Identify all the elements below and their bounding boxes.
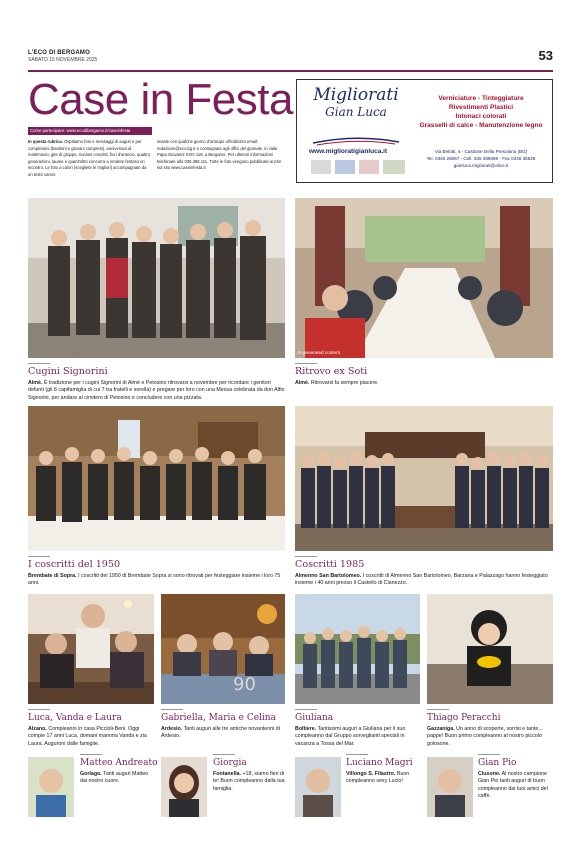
ad-email[interactable]: gianluca.migliorati@alice.it xyxy=(453,163,509,168)
caption-text xyxy=(478,771,553,800)
caption-title: Coscritti 1985 xyxy=(295,559,365,570)
caption-place: Almenno San Bartolomeo. xyxy=(295,573,362,579)
ad-contacts xyxy=(413,148,549,169)
ad-website[interactable]: www.miglioratigianluca.it xyxy=(309,148,388,155)
ad-address: Via Belotti, 4 - Castione Della Presolana (BG) xyxy=(434,149,528,154)
photo-cugini-signorini xyxy=(28,198,285,358)
caption-place: Fontanella. xyxy=(213,771,241,777)
caption-place: Boltiere. xyxy=(295,726,317,732)
swoosh-icon xyxy=(311,136,401,146)
caption-title: Giuliana xyxy=(295,713,334,723)
caption-title: Gabriella, Maria e Celina xyxy=(161,713,276,723)
page-number: 53 xyxy=(538,48,553,63)
caption-title: Ritrovo ex Soti xyxy=(295,366,368,377)
ad-brand-line1: Migliorati xyxy=(313,85,399,105)
caption-rule xyxy=(478,754,500,755)
photo-giuliana xyxy=(295,594,420,704)
caption-body: È tradizione per i cugini Signorini di Almè e Petosino ritrovarsi a novembre per ricordare i genitori defunti (gli 8 capifamiglia di cui 7 tra fratelli e sorella) e pregare per loro con una Messa celebrata da don Alfio Signorini, per andare al cimitero di Petosino e concludere con una pizzata. xyxy=(28,380,285,401)
caption-place: Gazzaniga. xyxy=(427,726,455,732)
caption-text xyxy=(295,573,553,588)
caption-title: I coscritti del 1950 xyxy=(28,559,121,570)
caption-rule xyxy=(28,363,50,364)
ad-service-item: Rivestimenti Plastici xyxy=(448,104,514,111)
ad-service-item: Intonaci colorati xyxy=(455,113,507,120)
issue-date: SABATO 15 NOVEMBRE 2025 xyxy=(28,57,98,63)
caption-place: Ardesio. xyxy=(161,726,183,732)
caption-body: Tanti auguri alle tre amiche novantenni di Ardesio. xyxy=(161,726,280,740)
photo-luciano-magri xyxy=(295,757,341,817)
photo-luca-vanda-laura xyxy=(28,594,154,704)
caption-title: Cugini Signorini xyxy=(28,366,108,377)
caption-title: Gian Pio xyxy=(478,758,517,768)
caption-body: Compleanni in casa Piccioli-Beni. Oggi compie 17 anni Luca, domani mamma Vanda e zia Laura. Auguroni dalle famiglie. xyxy=(28,726,147,747)
caption-text xyxy=(295,380,553,387)
newspaper-name: L'ECO DI BERGAMO xyxy=(28,50,90,56)
caption-body: +18, siamo fieri di te! Buon compleanno dalla tua famiglia. xyxy=(213,771,285,792)
caption-rule xyxy=(28,709,50,710)
ad-brand-line2: Gian Luca xyxy=(325,105,387,119)
ai-generated-label: AI-generated content xyxy=(297,350,340,355)
photo-ritrovo-ex-soti xyxy=(295,198,553,358)
caption-text xyxy=(28,573,285,588)
photo-coscritti-1950 xyxy=(28,406,285,551)
photo-gabriella-maria-celina xyxy=(161,594,285,704)
ad-phones: Tel. 0346 26067 - Cell. 335 389069 - Fax 0346 36628 xyxy=(426,156,536,161)
caption-rule xyxy=(80,754,102,755)
svg-text:90: 90 xyxy=(233,674,256,695)
caption-rule xyxy=(427,709,449,710)
caption-place: Clusone. xyxy=(478,771,501,777)
tagline: Come partecipare: www.ecodibergamo.it/caseinfesta xyxy=(28,127,152,135)
partner-logos-icon xyxy=(309,158,409,176)
caption-place: Almè. xyxy=(28,380,43,386)
photo-thiago-peracchi xyxy=(427,594,553,704)
caption-title: Thiago Peracchi xyxy=(427,713,501,723)
caption-place: Villongo S. Filastro. xyxy=(346,771,396,777)
caption-text xyxy=(80,771,154,786)
caption-place: Alzano. xyxy=(28,726,47,732)
caption-title: Giorgia xyxy=(213,758,247,768)
caption-title: Luca, Vanda e Laura xyxy=(28,713,122,723)
masthead-rule xyxy=(28,70,553,72)
ad-brand xyxy=(303,86,409,138)
intro-col-1 xyxy=(28,139,152,179)
ad-service-item: Verniciature - Tinteggiature xyxy=(438,95,524,102)
caption-text xyxy=(213,771,285,793)
caption-text xyxy=(28,380,285,402)
intro-lead: In questa rubrica. xyxy=(28,139,63,144)
caption-title: Matteo Andreato xyxy=(80,758,158,768)
caption-body: Buon compleanno sexy Lucio! xyxy=(346,771,410,785)
caption-text xyxy=(346,771,420,786)
caption-place: Gorlago. xyxy=(80,771,102,777)
photo-coscritti-1985 xyxy=(295,406,553,551)
caption-text xyxy=(295,726,420,748)
caption-text xyxy=(427,726,553,748)
caption-body: I coscritti di Almenno San Bartolomeo, Barzana e Palazzago hanno festeggiato insieme i 40 anni presso il Castello di Clanezzo. xyxy=(295,573,548,587)
intro-col1-text: Ospitiamo foto e messaggi di auguri e per compleanni (bambini e giovani compresi), anniversari di matrimonio, gite di gruppo, riunioni coscritti, fiori d'arancio, quattro generazioni, lauree e quant'altro concorra a rendere festoso un incontro. Le foto a colori (scegliete le migliori) accompagnate da un testo vanno xyxy=(28,139,151,177)
caption-rule xyxy=(28,556,50,557)
section-title: Case in Festa xyxy=(28,75,293,124)
caption-title: Luciano Magri xyxy=(346,758,413,768)
caption-rule xyxy=(295,363,317,364)
intro-col-2: inviate con qualche giorno d'anticipo all'indirizzo email: redazione@eco.bg.it o consegnate agli uffici del giornale, in viale Papa Giovanni XXIII 118, a Bergamo. Per ulteriori informazioni telefonare allo 035.386.111. Tutte le foto vengono pubblicate anche sul sito www.caseinfesta.it xyxy=(157,139,282,171)
caption-body: Tanti auguri Matteo dai nostro cuore. xyxy=(80,771,149,785)
caption-rule xyxy=(295,556,317,557)
photo-giorgia xyxy=(161,757,207,817)
caption-body: Un anno di scoperte, sorrisi e tante... pappe! Buon primo compleanno al nostro piccolo golosone. xyxy=(427,726,543,747)
caption-body: Ritrovarsi fa sempre piacere. xyxy=(310,380,379,386)
ad-service-item: Grasselli di calce - Manutenzione legno xyxy=(419,122,543,129)
caption-body: Tantissimi auguri a Giuliana per il suo compleanno dal Gruppo sorveglianti speciali in vacanza a Tossa del Mar. xyxy=(295,726,406,747)
masthead-left xyxy=(28,50,97,63)
caption-rule xyxy=(346,754,368,755)
photo-gian-pio xyxy=(427,757,473,817)
caption-place: Almè. xyxy=(295,380,310,386)
caption-text xyxy=(161,726,285,741)
caption-place: Brembate di Sopra. xyxy=(28,573,77,579)
caption-body: Al nostro campione Gian Pio tanti auguri di buon compleanno dai tuoi amici del caffè. xyxy=(478,771,548,799)
ad-services xyxy=(413,94,549,130)
photo-matteo-andreato xyxy=(28,757,74,817)
caption-rule xyxy=(295,709,317,710)
caption-rule xyxy=(213,754,235,755)
caption-body: I coscritti del 1950 di Brembate Sopra si sono ritrovati per festeggiare insieme i loro 75 anni. xyxy=(28,573,281,587)
advertisement[interactable] xyxy=(296,79,553,183)
caption-text xyxy=(28,726,154,748)
caption-rule xyxy=(161,709,183,710)
